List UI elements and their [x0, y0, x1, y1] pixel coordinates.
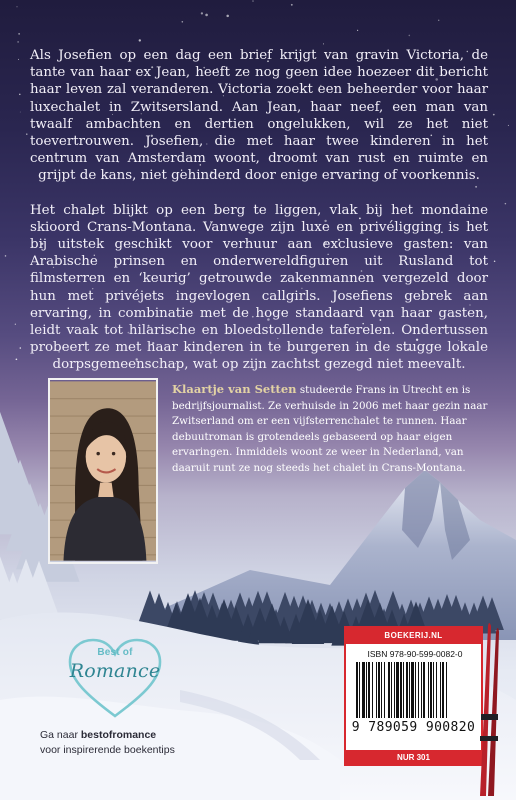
isbn-number: ISBN 978-90-599-0082-0: [367, 649, 463, 659]
author-bio: [172, 382, 488, 477]
author-name: Klaartje van Setten: [172, 382, 297, 396]
promo-line-2: voor inspirerende boekentips: [40, 744, 175, 756]
promo-website-link[interactable]: bestofromance: [80, 729, 157, 741]
author-bio-text: studeerde Frans in Utrecht en is bedrijfsjournalist. Ze verhuisde in 2006 met haar gezin naar Zwitserland om er een vijfsterrenchalet te runnen. Haar debuutroman is grotendeels gebaseerd op haar eigen ervaringen. Inmiddels woont ze weer in Nederland, van daaruit runt ze nog steeds het chalet in Crans-Montana.: [172, 384, 488, 474]
logo-line-2: Romance: [69, 660, 161, 682]
barcode-image: [356, 662, 475, 718]
author-photo: [48, 378, 158, 564]
promo-line-1: [40, 728, 220, 743]
synopsis-paragraph-2: Het chalet blijkt op een berg te liggen, vlak bij het mondaine skioord Crans-Montana. Vanwege zijn luxe en privéligging is het bij uitstek geschikt voor verhuur aan exclusieve gasten: van Arabische prinsen en onderwereldfiguren uit Rusland tot filmsterren en ‘keurig’ getrouwde zakenmannen vergezeld door hun met privéjets ingevlogen callgirls. Josefiens gebrek aan ervaring, in combinatie met de hoge standaard van haar gasten, leidt vaak tot hilarische en bloedstollende taferelen. Ondertussen probeert ze met haar kinderen in te burgeren in de stugge lokale dorpsgemeenschap, wat op zijn zachtst gezegd niet meevalt.: [30, 202, 488, 373]
nur-code: NUR 301: [346, 750, 481, 766]
book-synopsis: [30, 47, 488, 374]
promo-prefix: Ga naar: [40, 729, 81, 741]
publisher-url: BOEKERIJ.NL: [346, 628, 481, 644]
logo-line-1: Best of: [97, 647, 133, 658]
author-portrait-image: [50, 380, 156, 562]
skis-illustration: [474, 618, 504, 798]
isbn-barcode-panel: [344, 626, 483, 766]
best-of-romance-logo: [60, 636, 170, 720]
promo-text: [40, 728, 220, 758]
barcode-digits: 9 789059 900820: [351, 720, 476, 735]
synopsis-paragraph-1: Als Josefien op een dag een brief krijgt van gravin Victoria, de tante van haar ex Jean, heeft ze nog geen idee hoezeer dit bericht haar leven zal veranderen. Victoria zoekt een beheerder voor haar luxechalet in Zwitsersland. Aan Jean, haar neef, een man van twaalf ambachten en dertien ongelukken, wil ze het niet toevertrouwen. Josefien, die met haar twee kinderen in het centrum van Amsterdam woont, droomt van rust en ruimte en grijpt de kans, niet gehinderd door enige ervaring of voorkennis.: [30, 48, 488, 184]
